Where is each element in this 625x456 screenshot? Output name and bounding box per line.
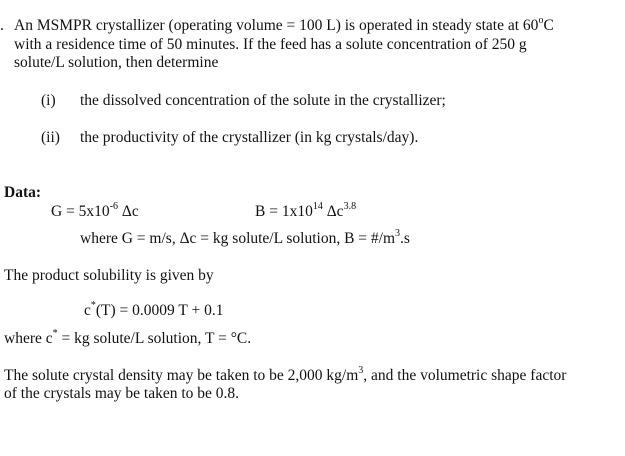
part-i-label: (i) <box>41 92 56 109</box>
growth-rate-equation: $G = 5x10^{-6}$ Δc <box>51 200 139 220</box>
solubility-equation: c*(T) = 0.0009 T + 0.1 <box>84 299 224 319</box>
solubility-units: where c* = kg solute/L solution, T = °C. <box>4 327 252 347</box>
nucleation-rate-equation: $B = 1x10^{14}$ $\Delta c^{3.8}$ <box>255 200 357 220</box>
problem-statement-line1: An MSMPR crystallizer (operating volume = 100 L) is operated in steady state at 60$^o$C <box>14 14 554 34</box>
density-line2: of the crystals may be taken to be 0.8. <box>4 385 240 402</box>
data-heading: Data: <box>4 184 42 201</box>
solubility-intro: The product solubility is given by <box>4 267 214 284</box>
density-line1: The solute crystal density may be taken to be 2,000 $kg/m^3$, and the volumetric shape factor <box>4 364 567 384</box>
part-i-text: the dissolved concentration of the solute in the crystallizer; <box>80 92 446 109</box>
problem-number-fragment: . <box>0 17 4 34</box>
units-definition: where G = m/s, Δc = kg solute/L solution, $B = \#/m^3.s$ <box>80 227 410 247</box>
part-ii-label: (ii) <box>41 129 60 146</box>
part-ii-text: the productivity of the crystallizer (in kg crystals/day). <box>80 129 419 146</box>
problem-statement-line2: with a residence time of 50 minutes. If the feed has a solute concentration of 250 g <box>14 36 527 53</box>
problem-statement-line3: solute/L solution, then determine <box>14 54 219 71</box>
